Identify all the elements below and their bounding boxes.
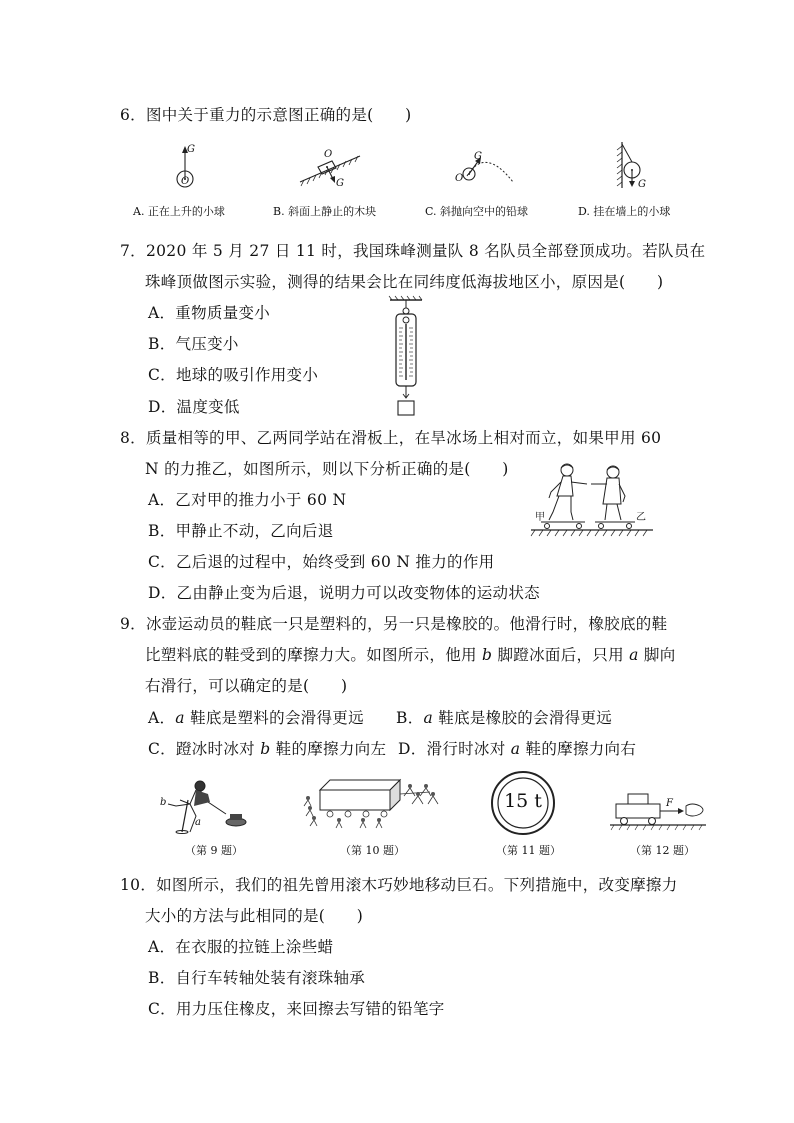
q7-line1: 7．2020 年 5 月 27 日 11 时，我国珠峰测量队 8 名队员全部登顶成功。若队员在 (120, 242, 706, 260)
q8-option-d: D．乙由静止变为后退，说明力可以改变物体的运动状态 (148, 584, 540, 602)
q6-caption-d: D. 挂在墙上的小球 (578, 205, 671, 218)
q6-caption-c: C. 斜抛向空中的铅球 (425, 205, 529, 218)
q8-option-c: C．乙后退的过程中，始终受到 60 N 推力的作用 (148, 553, 495, 571)
q7-option-b: B．气压变小 (148, 335, 239, 353)
q7-option-c: C．地球的吸引作用变小 (148, 366, 319, 384)
skaters-figure (527, 460, 657, 540)
q8-line1: 8．质量相等的甲、乙两同学站在滑板上，在旱冰场上相对而立，如果甲用 60 (120, 429, 662, 447)
fig9-caption: （第 9 题） (185, 844, 243, 857)
fig12-caption: （第 12 题） (630, 844, 695, 857)
q9-line2: 比塑料底的鞋受到的摩擦力大。如图所示，他用 b 脚蹬冰面后，只用 a 脚向 (145, 646, 676, 664)
q6-caption-a: A. 正在上升的小球 (133, 205, 225, 218)
cart-pull-figure (610, 790, 710, 834)
curler-label-a: a (195, 817, 201, 828)
spring-scale-figure (388, 298, 424, 420)
q9-option-d: D．滑行时冰对 a 鞋的摩擦力向右 (398, 740, 637, 758)
fig10-caption: （第 10 题） (340, 844, 405, 857)
fig6b-label-g: G (336, 178, 344, 189)
q8-option-b: B．甲静止不动，乙向后退 (148, 522, 334, 540)
fig6a-label-o: O (181, 176, 190, 187)
q10-option-b: B．自行车转轴处装有滚珠轴承 (148, 969, 366, 987)
q10-line1: 10．如图所示，我们的祖先曾用滚木巧妙地移动巨石。下列措施中，改变摩擦力 (120, 876, 678, 894)
q7-option-d: D．温度变低 (148, 398, 240, 416)
q7-option-a: A．重物质量变小 (148, 304, 271, 322)
q6-stem: 6．图中关于重力的示意图正确的是( ) (120, 106, 412, 124)
rolling-logs-figure (300, 776, 440, 836)
q9-line1: 9．冰壶运动员的鞋底一只是塑料的，另一只是橡胶的。他滑行时，橡胶底的鞋 (120, 615, 668, 633)
q9-option-b: B．a 鞋底是橡胶的会滑得更远 (396, 709, 613, 727)
fig6c-thrown-shot (455, 146, 525, 191)
skater-label-yi: 乙 (636, 512, 646, 523)
curler-figure (160, 776, 260, 836)
fig6b-block-on-incline (298, 146, 368, 191)
q7-line2: 珠峰顶做图示实验，测得的结果会比在同纬度低海拔地区小，原因是( ) (145, 273, 664, 291)
fig6a-label-g: G (187, 144, 195, 155)
fig11-caption: （第 11 题） (496, 844, 561, 857)
q9-line3: 右滑行，可以确定的是( ) (145, 677, 348, 695)
q10-option-a: A．在衣服的拉链上涂些蜡 (148, 938, 334, 956)
cart-label-f: F (666, 798, 673, 809)
q9-option-c: C．蹬冰时冰对 b 鞋的摩擦力向左 (148, 740, 387, 758)
fig6d-label-g: G (638, 179, 646, 190)
q10-option-c: C．用力压住橡皮，来回擦去写错的铅笔字 (148, 1000, 445, 1018)
q8-option-a: A．乙对甲的推力小于 60 N (148, 491, 347, 509)
fig6b-label-o: O (324, 149, 333, 160)
q6-caption-b: B. 斜面上静止的木块 (273, 205, 377, 218)
curler-label-b: b (160, 797, 167, 808)
q10-line2: 大小的方法与此相同的是( ) (145, 907, 364, 925)
skater-label-jia: 甲 (535, 512, 545, 523)
fig6c-label-g: G (474, 151, 482, 162)
fig6c-label-o: O (455, 173, 464, 184)
q9-option-a: A．a 鞋底是塑料的会滑得更远 (148, 709, 364, 727)
sign-text: 15 t (504, 790, 542, 812)
q8-line2: N 的力推乙，如图所示，则以下分析正确的是( ) (145, 460, 509, 478)
